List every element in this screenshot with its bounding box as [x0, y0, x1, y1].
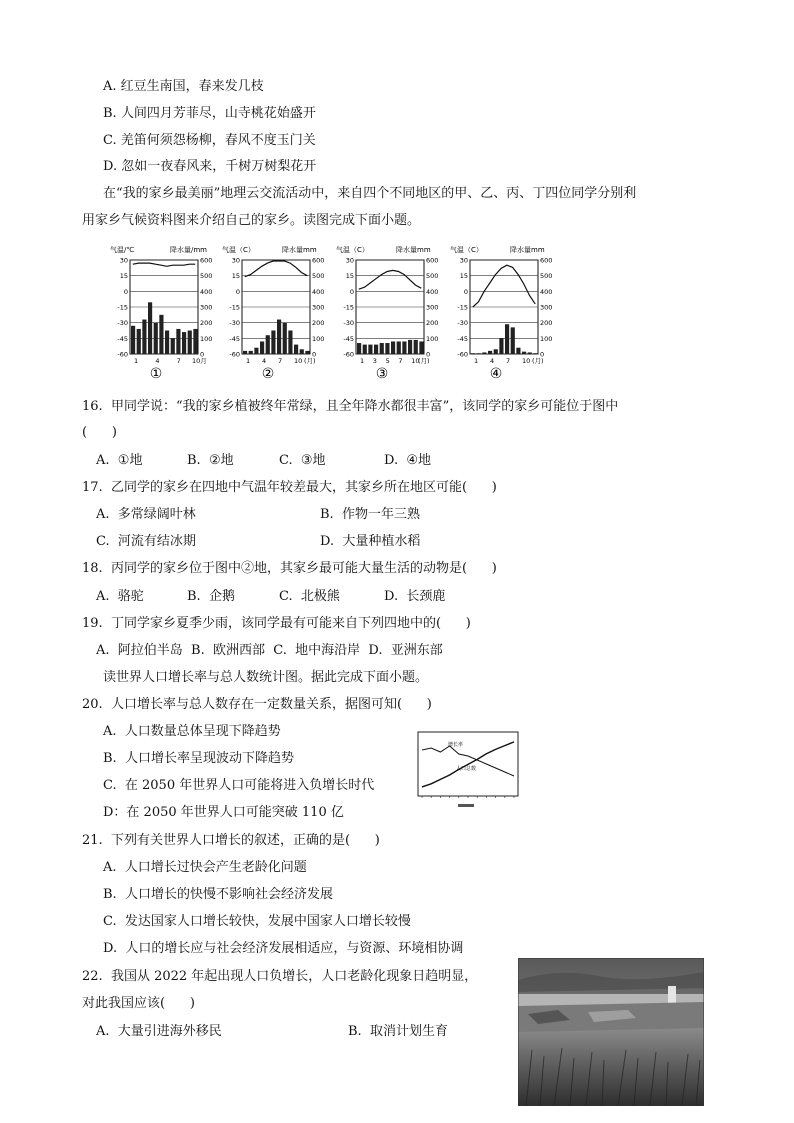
month-tick: 3 [372, 357, 377, 365]
temp-tick: 0 [463, 287, 468, 296]
temp-tick: -60 [457, 350, 468, 359]
precip-bar [266, 335, 270, 354]
precip-axis-title: 降水量mm [510, 246, 545, 254]
temp-tick: -15 [343, 303, 354, 312]
q16-stem: 16. 甲同学说：“我的家乡植被终年常绿，且全年降水都很丰富”，该同学的家乡可能位于图中 [82, 399, 619, 414]
temp-tick: -30 [117, 319, 128, 328]
temp-tick: -60 [117, 350, 128, 359]
temp-axis-title: 气温（C） [336, 246, 369, 254]
q21-option-c: C. 发达国家人口增长较快，发展中国家人口增长较慢 [103, 914, 411, 929]
month-tick: 1 [134, 357, 139, 365]
month-tick: 4 [490, 357, 495, 365]
q20-stem: 20. 人口增长率与总人数存在一定数量关系，据图可知( ) [82, 697, 432, 712]
q21-option-b: B. 人口增长的快慢不影响社会经济发展 [103, 887, 333, 902]
precip-bar [154, 323, 158, 354]
precip-bar [260, 341, 264, 354]
precip-bar [137, 329, 141, 354]
month-tick: (月) [532, 357, 544, 365]
temp-tick: -60 [229, 350, 240, 359]
q22-option-b: B. 取消计划生育 [348, 1024, 448, 1039]
q21-stem: 21. 下列有关世界人口增长的叙述，正确的是( ) [82, 833, 380, 848]
q17-option-d: D. 大量种植水稻 [320, 534, 421, 549]
q15-option-c: C. 羌笛何须怨杨柳，春风不度玉门关 [103, 133, 316, 148]
precip-tick: 400 [200, 287, 213, 296]
q16-paren: ( ) [82, 425, 117, 440]
precip-bar [488, 351, 492, 354]
precip-tick: 0 [540, 350, 545, 359]
month-tick: (月) [304, 357, 316, 365]
month-tick: 1 [246, 357, 251, 365]
q18-stem: 18. 丙同学的家乡位于图中②地，其家乡最可能大量生活的动物是( ) [82, 561, 497, 576]
precip-bar [533, 353, 537, 354]
precip-bar [249, 351, 253, 354]
precip-bar [243, 351, 247, 354]
q20-option-a: A. 人口数量总体呈现下降趋势 [103, 724, 281, 739]
x-axis-label-mark [458, 804, 474, 807]
temperature-line [133, 263, 195, 266]
precip-tick: 300 [200, 303, 213, 312]
q20-option-b: B. 人口增长率呈现波动下降趋势 [103, 751, 294, 766]
precip-tick: 300 [312, 303, 325, 312]
q20-option-d: D：在 2050 年世界人口可能突破 110 亿 [103, 805, 344, 820]
precip-bar [188, 331, 192, 355]
precip-axis-title: 降水量/mm [170, 246, 207, 254]
q20-option-c: C. 在 2050 年世界人口可能将进入负增长时代 [103, 778, 375, 793]
precip-tick: 200 [312, 319, 325, 328]
precip-tick: 600 [426, 256, 439, 265]
precip-bar [516, 348, 520, 354]
month-tick: 7 [278, 357, 283, 365]
precip-bar [528, 352, 532, 354]
precip-bar [414, 340, 418, 354]
precip-bar [419, 341, 423, 354]
month-tick: 10 [294, 357, 303, 365]
precip-bar [499, 338, 503, 354]
temp-tick: 15 [345, 272, 354, 281]
temp-tick: -60 [343, 350, 354, 359]
precip-bar [142, 320, 146, 354]
q18-option-b: B. 企鹅 [187, 589, 235, 604]
temp-tick: -30 [343, 319, 354, 328]
month-tick: 1 [360, 357, 365, 365]
temp-tick: -45 [343, 334, 354, 343]
temp-tick: -15 [229, 303, 240, 312]
month-tick: 10 [522, 357, 531, 365]
population-chart [408, 726, 530, 818]
month-tick: 7 [506, 357, 511, 365]
precip-bar [182, 332, 186, 354]
temp-tick: -15 [117, 303, 128, 312]
precip-bar [385, 343, 389, 354]
month-tick: 7 [176, 357, 181, 365]
q22-stem-2: 对此我国应该( ) [82, 996, 195, 1011]
precip-bar [131, 326, 135, 354]
q16-option-d: D. ④地 [384, 453, 432, 468]
q17-stem: 17. 乙同学的家乡在四地中气温年较差最大，其家乡所在地区可能( ) [82, 480, 497, 495]
q22-option-a: A. 大量引进海外移民 [96, 1024, 222, 1039]
precip-tick: 500 [540, 272, 553, 281]
chart-label: ① [149, 366, 163, 382]
q16-option-a: A. ①地 [96, 453, 143, 468]
q16-option-c: C. ③地 [279, 453, 326, 468]
temp-axis-title: 气温（C） [222, 246, 255, 254]
precip-bar [193, 329, 197, 354]
precip-bar [254, 348, 258, 354]
precip-tick: 0 [426, 350, 431, 359]
temp-tick: 0 [235, 287, 240, 296]
temperature-line [359, 270, 421, 289]
month-tick: 4 [262, 357, 267, 365]
landscape-photo [518, 958, 704, 1106]
q15-option-b: B. 人间四月芳菲尽，山寺桃花始盛开 [103, 106, 316, 121]
series-label-rate: 增长率 [448, 742, 464, 748]
q15-option-d: D. 忽如一夜春风来，千树万树梨花开 [103, 159, 317, 174]
q17-option-a: A. 多常绿阔叶林 [96, 507, 196, 522]
series-label-pop: 人口总数 [456, 766, 477, 772]
temp-tick: 30 [345, 256, 354, 265]
climate-chart-4 [450, 244, 562, 382]
q21-option-a: A. 人口增长过快会产生老龄化问题 [103, 860, 307, 875]
precip-bar [397, 341, 401, 354]
precip-bar [165, 331, 169, 355]
month-tick: 10月 [192, 357, 207, 365]
temp-axis-title: 气温/℃ [110, 246, 135, 254]
precip-bar [391, 341, 395, 354]
precip-tick: 200 [200, 319, 213, 328]
temp-tick: 0 [349, 287, 354, 296]
precip-bar [471, 353, 475, 354]
month-tick: 7 [398, 357, 403, 365]
population-line [422, 742, 514, 787]
precip-bar [294, 345, 298, 354]
temp-tick: 15 [231, 272, 240, 281]
precip-tick: 600 [200, 256, 213, 265]
precip-bar [357, 343, 361, 354]
precip-bar [505, 324, 509, 354]
temperature-line [245, 261, 307, 277]
precip-bar [271, 331, 275, 355]
temp-tick: -15 [457, 303, 468, 312]
q18-option-d: D. 长颈鹿 [384, 589, 446, 604]
precip-tick: 200 [540, 319, 553, 328]
month-tick: 5 [385, 357, 390, 365]
precip-tick: 100 [540, 334, 553, 343]
temp-tick: 30 [119, 256, 128, 265]
temp-tick: 30 [231, 256, 240, 265]
chart-label: ② [261, 366, 275, 382]
chart-label: ④ [489, 366, 503, 382]
precip-bar [171, 338, 175, 354]
precip-tick: 0 [312, 350, 317, 359]
precip-bar [305, 351, 309, 354]
q18-option-a: A. 骆驼 [96, 589, 144, 604]
q15-option-a: A. 红豆生南国，春来发几枝 [103, 79, 264, 94]
precip-tick: 400 [426, 287, 439, 296]
precip-bar [368, 345, 372, 354]
precip-bar [283, 323, 287, 354]
q17-option-b: B. 作物一年三熟 [320, 507, 420, 522]
precip-tick: 100 [200, 334, 213, 343]
chart-label: ③ [375, 366, 389, 382]
precip-bar [374, 345, 378, 354]
climate-chart-3 [336, 244, 448, 382]
climate-chart-1 [110, 244, 222, 382]
temp-tick: 30 [459, 256, 468, 265]
precip-tick: 500 [426, 272, 439, 281]
temp-tick: 0 [123, 287, 128, 296]
precip-bar [159, 315, 163, 354]
precip-tick: 600 [312, 256, 325, 265]
precip-tick: 0 [200, 350, 205, 359]
q19-stem: 19. 丁同学家乡夏季少雨，该同学最有可能来自下列四地中的( ) [82, 616, 471, 631]
precip-bar [176, 329, 180, 354]
precip-bar [148, 302, 152, 354]
precip-bar [522, 352, 526, 354]
precip-bar [363, 345, 367, 354]
intro-line-2: 用家乡气候资料图来介绍自己的家乡。读图完成下面小题。 [82, 213, 421, 228]
precip-axis-title: 降水量mm [396, 246, 431, 254]
precip-bar [511, 327, 515, 354]
temp-tick: -30 [457, 319, 468, 328]
precip-tick: 100 [426, 334, 439, 343]
q18-option-c: C. 北极熊 [279, 589, 340, 604]
precip-tick: 400 [540, 287, 553, 296]
temperature-line [473, 265, 535, 307]
precip-tick: 200 [426, 319, 439, 328]
intro-2: 读世界人口增长率与总人数统计图。据此完成下面小题。 [103, 670, 429, 685]
precip-bar [277, 320, 281, 354]
temp-tick: 15 [119, 272, 128, 281]
precip-bar [482, 352, 486, 354]
precip-bar [408, 340, 412, 354]
temp-tick: -30 [229, 319, 240, 328]
precip-bar [477, 353, 481, 354]
precip-bar [494, 349, 498, 354]
q22-stem-1: 22. 我国从 2022 年起出现人口负增长，人口老龄化现象日趋明显， [82, 969, 478, 984]
precip-tick: 600 [540, 256, 553, 265]
precip-bar [402, 341, 406, 354]
temp-tick: -45 [229, 334, 240, 343]
month-tick: (月) [418, 357, 430, 365]
precip-bar [300, 349, 304, 354]
precip-bar [380, 343, 384, 354]
precip-tick: 500 [200, 272, 213, 281]
q21-option-d: D. 人口的增长应与社会经济发展相适应，与资源、环境相协调 [103, 941, 464, 956]
precip-tick: 100 [312, 334, 325, 343]
month-tick: 1 [474, 357, 479, 365]
temp-tick: -45 [457, 334, 468, 343]
q19-options: A. 阿拉伯半岛 B. 欧洲西部 C. 地中海沿岸 D. 亚洲东部 [96, 643, 443, 658]
intro-line-1: 在“我的家乡最美丽”地理云交流活动中，来自四个不同地区的甲、乙、丙、丁四位同学分别利 [103, 186, 637, 201]
precip-tick: 300 [426, 303, 439, 312]
precip-tick: 500 [312, 272, 325, 281]
q17-option-c: C. 河流有结冰期 [96, 534, 196, 549]
q16-option-b: B. ②地 [187, 453, 234, 468]
precip-bar [288, 331, 292, 355]
temp-tick: -45 [117, 334, 128, 343]
temp-tick: 15 [459, 272, 468, 281]
precip-tick: 300 [540, 303, 553, 312]
temp-axis-title: 气温（C） [450, 246, 483, 254]
month-tick: 4 [155, 357, 160, 365]
precip-axis-title: 降水量mm [282, 246, 317, 254]
precip-tick: 400 [312, 287, 325, 296]
climate-chart-2 [222, 244, 334, 382]
month-tick: 10 [411, 357, 420, 365]
